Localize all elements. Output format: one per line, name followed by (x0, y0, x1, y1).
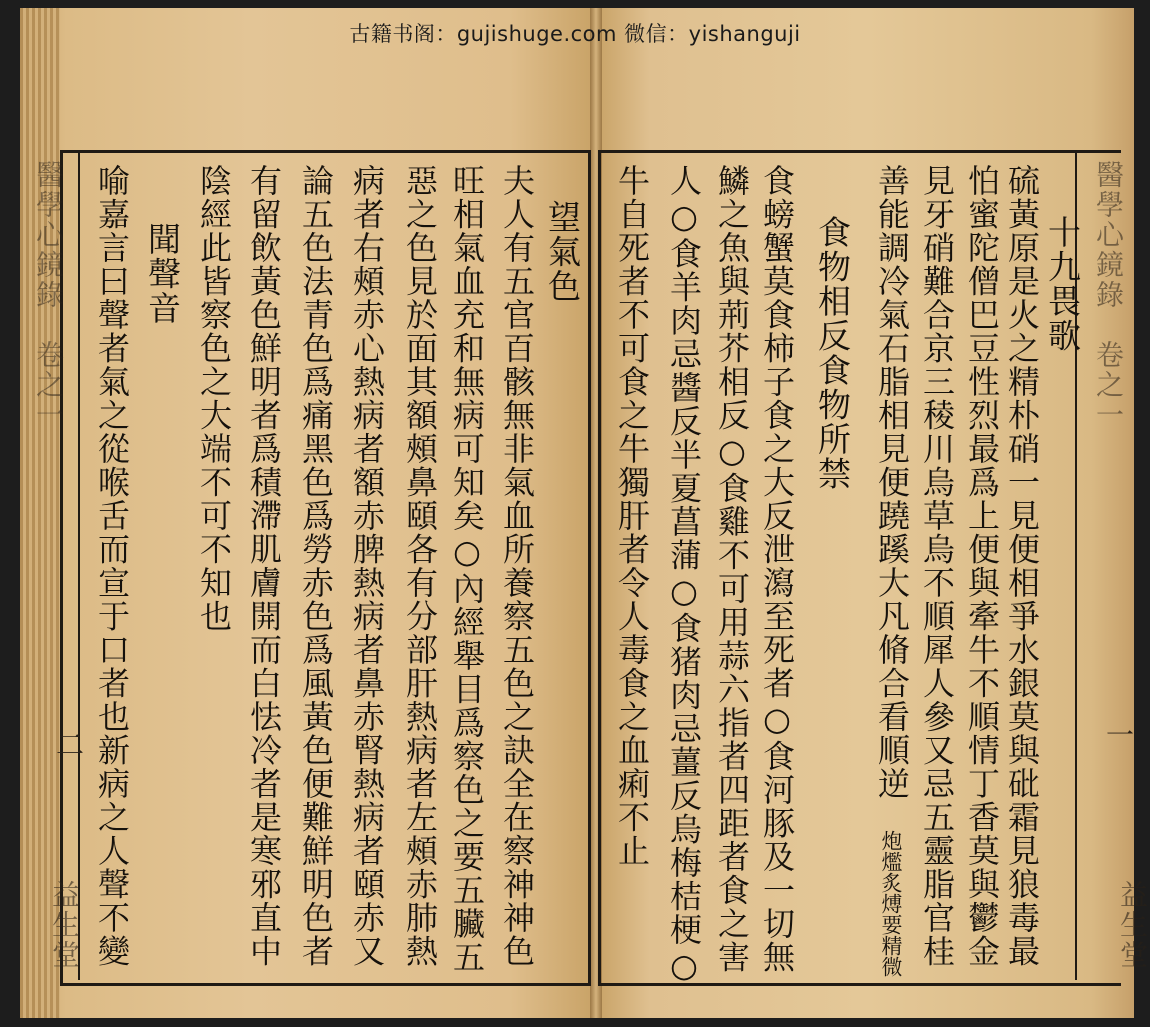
text-annotation: 炮爁炙煿要精微 (879, 830, 903, 977)
text-column: 喻嘉言曰聲者氣之從喉舌而宣于口者也新病之人聲不變 (93, 164, 131, 968)
left-page-margin-title: 醫學心鏡錄 卷之一 (32, 160, 65, 430)
text-column: 陰經此皆察色之大端不可不知也 (195, 164, 233, 633)
text-column: 論五色法青色爲痛黑色爲勞赤色爲風黃色便難鮮明色者 (297, 164, 335, 968)
text-column: 鱗之魚與荊芥相反○食雞不可用蒜六指者四距者食之害 (713, 164, 751, 974)
watermark-text: 古籍书阁：gujishuge.com 微信：yishanguji (349, 22, 801, 46)
text-column: 見牙硝難合京三稜川烏草烏不順犀人參又忌五靈脂官桂 (918, 164, 956, 968)
right-page-margin-publisher: 益生堂 (1116, 880, 1149, 970)
text-column: 善能調冷氣石脂相見便蹺蹊大凡脩合看順逆 (873, 164, 911, 801)
text-column: 惡之色見於面其額頰鼻頤各有分部肝熱病者左頰赤肺熱 (401, 164, 439, 968)
heading-listen-voice: 聞聲音 (143, 222, 182, 326)
text-column: 食螃蟹莫食柿子食之大反泄瀉至死者○食河豚及一切無 (758, 164, 796, 974)
text-column: 人○食羊肉忌醬反半夏菖蒲○食猪肉忌薑反烏梅桔梗○ (665, 164, 703, 986)
text-column: 牛自死者不可食之牛獨肝者令人毒食之血痢不止 (613, 164, 651, 868)
right-page-margin-title: 醫學心鏡錄 卷之一 (1092, 160, 1125, 430)
text-column: 夫人有五官百骸無非氣血所養察五色之訣全在察神神色 (498, 164, 536, 968)
text-column: 有留飲黃色鮮明者爲積滯肌膚開而白怯冷者是寒邪直中 (245, 164, 283, 968)
text-column: 旺相氣血充和無病可知矣○內經舉目爲察色之要五臟五 (448, 164, 486, 974)
text-column: 硫黃原是火之精朴硝一見便相爭水銀莫與砒霜見狼毒最 (1003, 164, 1041, 968)
left-margin-rule (78, 150, 80, 980)
text-column: 病者右頰赤心熱病者額赤脾熱病者鼻赤腎熱病者頤赤又 (348, 164, 386, 968)
text-column: 怕蜜陀僧巴豆性烈最爲上便與牽牛不順情丁香莫與鬱金 (963, 164, 1001, 968)
left-page-margin-number: 二 (52, 730, 85, 760)
heading-nineteen-fears-song: 十九畏歌 (1043, 215, 1082, 353)
heading-observe-complexion: 望氣色 (543, 200, 582, 304)
right-page-margin-number: 一 (1102, 720, 1135, 750)
heading-food-incompatibilities: 食物相反食物所禁 (813, 215, 852, 491)
left-page-margin-publisher: 益生堂 (48, 880, 81, 970)
